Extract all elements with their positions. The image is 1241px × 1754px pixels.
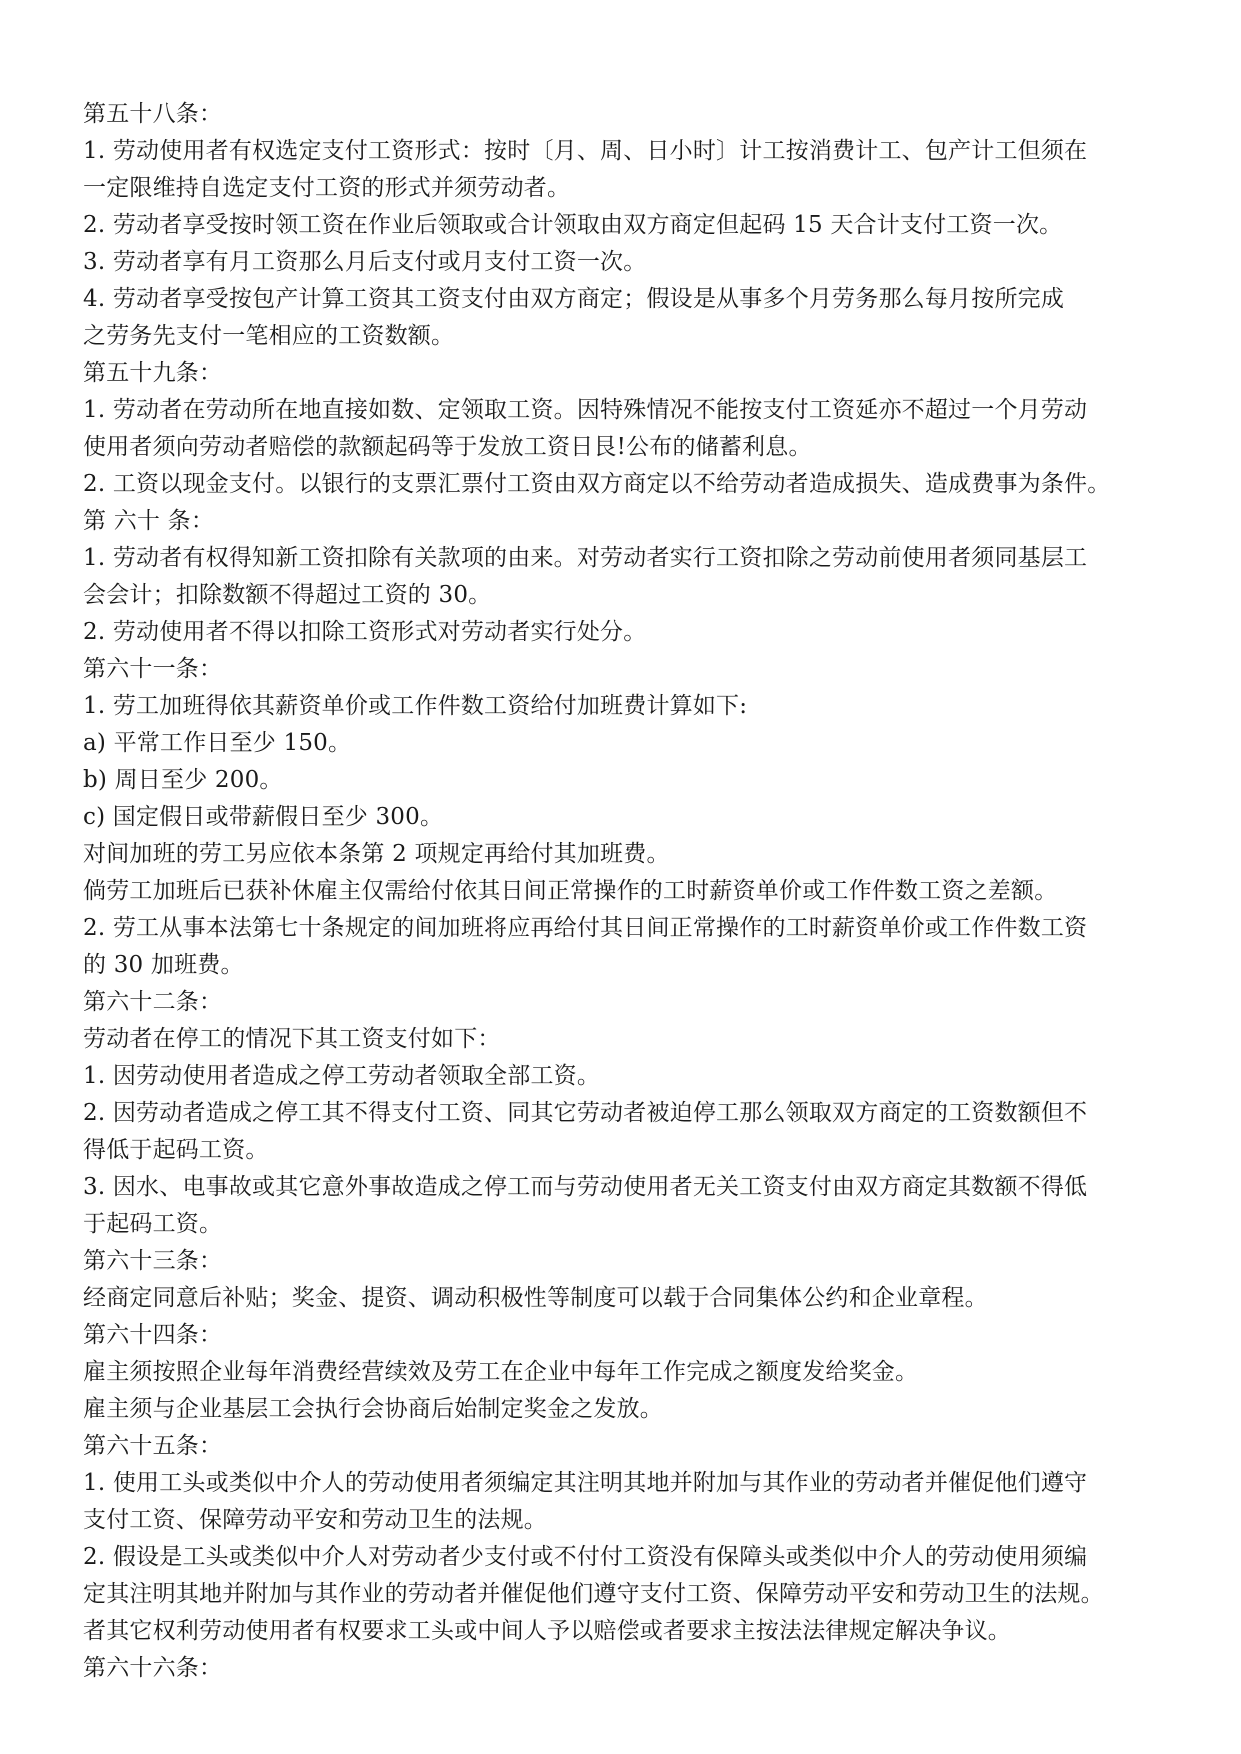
document-line: 2. 劳动使用者不得以扣除工资形式对劳动者实行处分。 (83, 619, 647, 645)
document-line: 者其它权利劳动使用者有权要求工头或中间人予以赔偿或者要求主按法法律规定解决争议。 (83, 1618, 1011, 1644)
document-line: 1. 劳工加班得依其薪资单价或工作件数工资给付加班费计算如下: (83, 693, 748, 719)
document-line: 一定限维持自选定支付工资的形式并须劳动者。 (83, 175, 571, 201)
article-heading: 第六十一条： (83, 656, 223, 682)
article-heading: 第六十三条： (83, 1248, 223, 1274)
document-line: 2. 假设是工头或类似中介人对劳动者少支付或不付付工资没有保障头或类似中介人的劳动使用须编 (83, 1544, 1088, 1570)
document-line: 2. 因劳动者造成之停工其不得支付工资、同其它劳动者被迫停工那么领取双方商定的工资数额但不 (83, 1100, 1088, 1126)
document-line: 1. 劳动者有权得知新工资扣除有关款项的由来。对劳动者实行工资扣除之劳动前使用者须同基层工 (83, 545, 1088, 571)
article-heading: 第六十二条： (83, 989, 223, 1015)
document-line: 1. 劳动使用者有权选定支付工资形式：按时〔月、周、日小时〕计工按消费计工、包产计工但须在 (83, 138, 1088, 164)
document-line: 2. 劳工从事本法第七十条规定的间加班将应再给付其日间正常操作的工时薪资单价或工作件数工资 (83, 915, 1088, 941)
article-heading: 第五十八条： (83, 101, 223, 127)
document-line: b) 周日至少 200。 (83, 767, 283, 793)
document-line: 劳动者在停工的情况下其工资支付如下： (83, 1026, 501, 1052)
document-line: 2. 工资以现金支付。以银行的支票汇票付工资由双方商定以不给劳动者造成损失、造成费事为条件。 (83, 471, 1111, 497)
document-line: 雇主须与企业基层工会执行会协商后始制定奖金之发放。 (83, 1396, 663, 1422)
document-line: 雇主须按照企业每年消费经营续效及劳工在企业中每年工作完成之额度发给奖金。 (83, 1359, 919, 1385)
document-line: 支付工资、保障劳动平安和劳动卫生的法规。 (83, 1507, 547, 1533)
article-heading: 第 六十 条： (83, 508, 215, 534)
article-heading: 第六十六条： (83, 1655, 223, 1681)
article-heading: 第六十五条： (83, 1433, 223, 1459)
document-line: 4. 劳动者享受按包产计算工资其工资支付由双方商定；假设是从事多个月劳务那么每月按所完成 (83, 286, 1065, 312)
document-line: 会会计；扣除数额不得超过工资的 30。 (83, 582, 492, 608)
document-line: c) 国定假日或带薪假日至少 300。 (83, 804, 444, 830)
document-body (83, 96, 1163, 1687)
document-line: 之劳务先支付一笔相应的工资数额。 (83, 323, 455, 349)
document-line: a) 平常工作日至少 150。 (83, 730, 352, 756)
document-line: 3. 劳动者享有月工资那么月后支付或月支付工资一次。 (83, 249, 647, 275)
document-line: 1. 因劳动使用者造成之停工劳动者领取全部工资。 (83, 1063, 601, 1089)
document-line: 倘劳工加班后已获补休雇主仅需给付依其日间正常操作的工时薪资单价或工作件数工资之差额。 (83, 878, 1058, 904)
document-line: 对间加班的劳工另应依本条第 2 项规定再给付其加班费。 (83, 841, 670, 867)
document-line: 经商定同意后补贴；奖金、提资、调动积极性等制度可以载于合同集体公约和企业章程。 (83, 1285, 988, 1311)
document-line: 定其注明其地并附加与其作业的劳动者并催促他们遵守支付工资、保障劳动平安和劳动卫生的法规。 (83, 1581, 1104, 1607)
article-heading: 第五十九条： (83, 360, 223, 386)
document-line: 于起码工资。 (83, 1211, 223, 1237)
document-line: 使用者须向劳动者赔偿的款额起码等于发放工资日艮!公布的储蓄利息。 (83, 434, 812, 460)
document-line: 3. 因水、电事故或其它意外事故造成之停工而与劳动使用者无关工资支付由双方商定其数额不得低 (83, 1174, 1088, 1200)
article-heading: 第六十四条： (83, 1322, 223, 1348)
document-line: 得低于起码工资。 (83, 1137, 269, 1163)
document-line: 2. 劳动者享受按时领工资在作业后领取或合计领取由双方商定但起码 15 天合计支付工资一次。 (83, 212, 1063, 238)
document-line: 的 30 加班费。 (83, 952, 244, 978)
document-line: 1. 使用工头或类似中介人的劳动使用者须编定其注明其地并附加与其作业的劳动者并催促他们遵守 (83, 1470, 1088, 1496)
document-line: 1. 劳动者在劳动所在地直接如数、定领取工资。因特殊情况不能按支付工资延亦不超过一个月劳动 (83, 397, 1088, 423)
